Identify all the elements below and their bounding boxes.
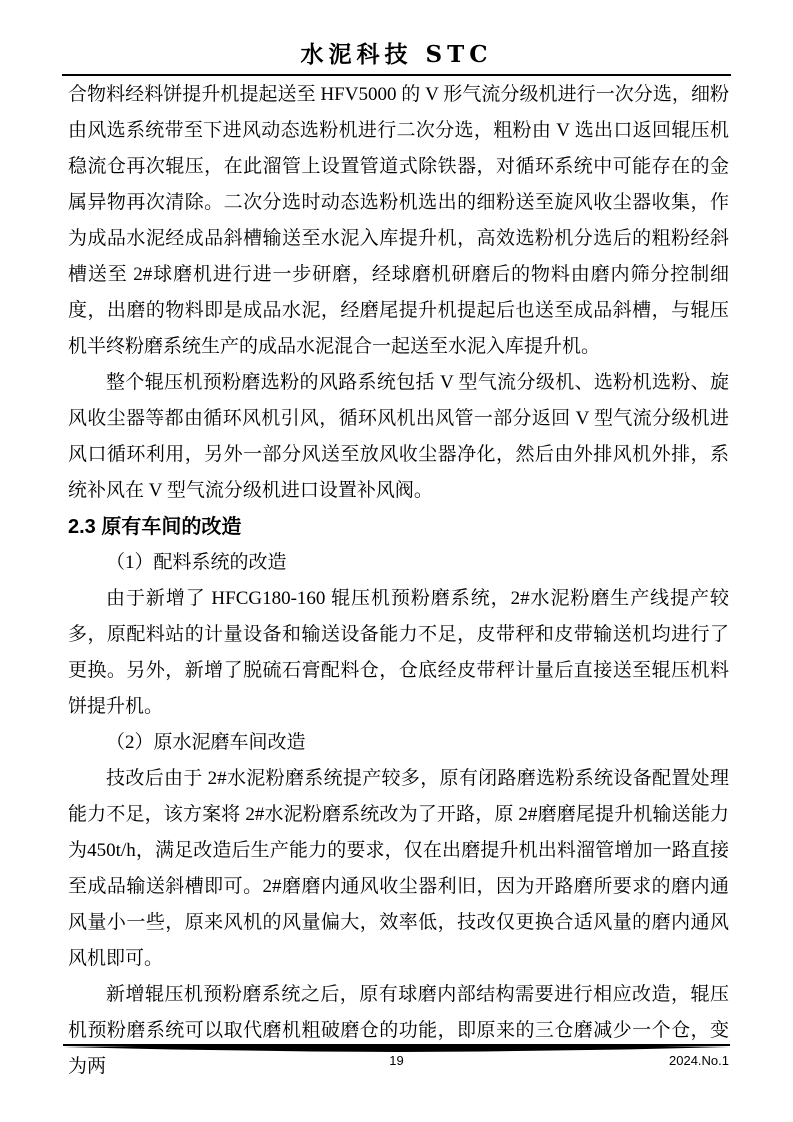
- subsection-title: （1）配料系统的改造: [106, 552, 287, 573]
- article-body: [68, 77, 729, 1085]
- page-number: 19: [389, 1053, 404, 1068]
- paragraph: 整个辊压机预粉磨选粉的风路系统包括 V 型气流分级机、选粉机选粉、旋风收尘器等都由循环风机引风，循环风机出风管一部分返回 V 型气流分级机进风口循环利用，另外一部分风送至放风收尘器净化，然后由外排风机外排，系统补风在 V 型气流分级机进口设置补风阀。: [68, 372, 729, 501]
- section-heading: 2.3 原有车间的改造: [68, 516, 242, 538]
- page-footer: [64, 1053, 729, 1073]
- footer-decorative-bar: [63, 1043, 730, 1053]
- subsection-title: （2）原水泥磨车间改造: [106, 732, 306, 753]
- header-rule: [62, 74, 731, 76]
- paragraph: 由于新增了 HFCG180-160 辊压机预粉磨系统，2#水泥粉磨生产线提产较多，原配料站的计量设备和输送设备能力不足，皮带秤和皮带输送机均进行了更换。另外，新增了脱硫石膏配料仓，仓底经皮带秤计量后直接送至辊压机料饼提升机。: [68, 588, 729, 717]
- issue-number: 2024.No.1: [669, 1053, 729, 1068]
- paragraph: 合物料经料饼提升机提起送至 HFV5000 的 V 形气流分级机进行一次分选，细粉由风选系统带至下进风动态选粉机进行二次分选，粗粉由 V 选出口返回辊压机稳流仓再次辊压，在此溜管上设置管道式除铁器，对循环系统中可能存在的金属异物再次清除。二次分选时动态选粉机选出的细粉送至旋风收尘器收集，作为成品水泥经成品斜槽输送至水泥入库提升机，高效选粉机分选后的粗粉经斜槽送至 2#球磨机进行进一步研磨，经球磨机研磨后的物料由磨内筛分控制细度，出磨的物料即是成品水泥，经磨尾提升机提起后也送至成品斜槽，与辊压机半终粉磨系统生产的成品水泥混合一起送至水泥入库提升机。: [68, 84, 729, 357]
- journal-title: 水泥科技 STC: [300, 41, 493, 68]
- paragraph: 新增辊压机预粉磨系统之后，原有球磨内部结构需要进行相应改造，辊压机预粉磨系统可以取代磨机粗破磨仓的功能，即原来的三仓磨减少一个仓，变为两: [68, 984, 729, 1077]
- paragraph: 技改后由于 2#水泥粉磨系统提产较多，原有闭路磨选粉系统设备配置处理能力不足，该方案将 2#水泥粉磨系统改为了开路，原 2#磨磨尾提升机输送能力为450t/h，满足改造后生产能力的要求，仅在出磨提升机出料溜管增加一路直接至成品输送斜槽即可。2#磨磨内通风收尘器利旧，因为开路磨所要求的磨内通风量小一些，原来风机的风量偏大，效率低，技改仅更换合适风量的磨内通风风机即可。: [68, 768, 729, 969]
- journal-header: [64, 36, 729, 69]
